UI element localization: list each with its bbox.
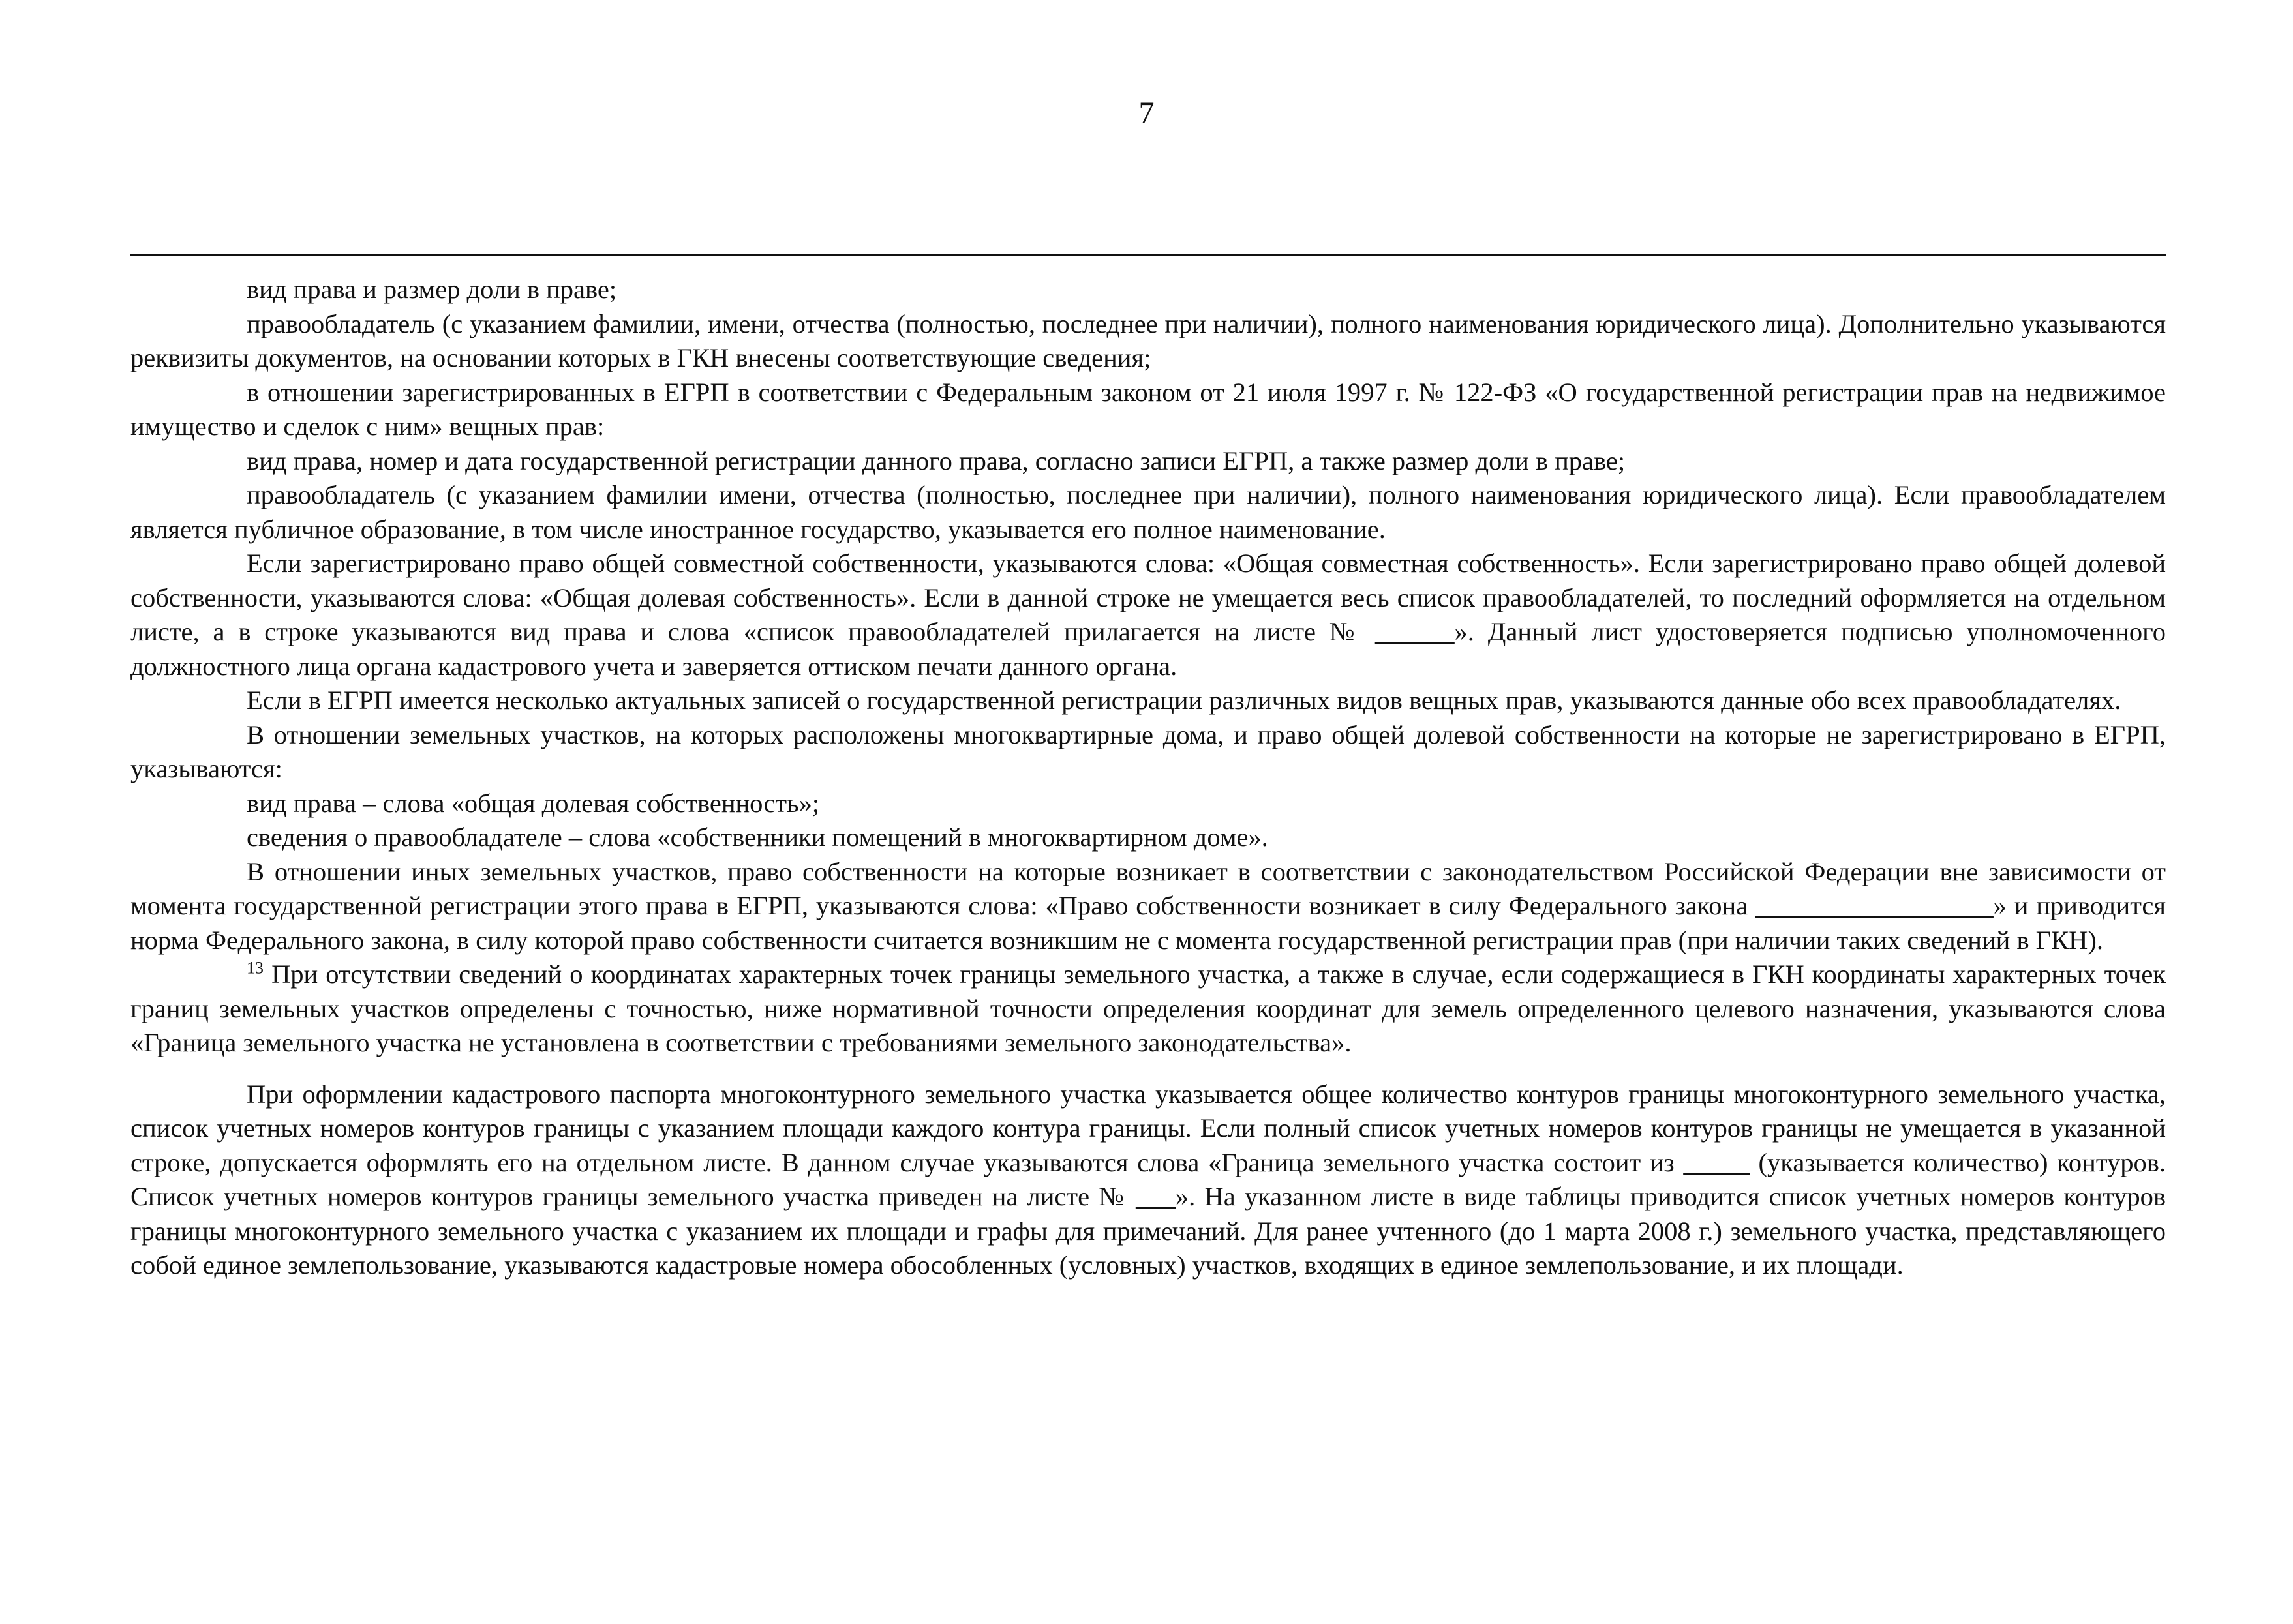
paragraph-other-land-plots: В отношении иных земельных участков, право собственности на которые возникает в соответствии с законодательством Российской Федерации вне зависимости от момента государственной регистрации этого права в ЕГРП, указываются слова: «Право собственности возникает в силу Федерального закона __________________» и приводится норма Федерального закона, в силу которой право собственности считается возникшим не с момента государственной регистрации прав (при наличии таких сведений в ГКН). [130,856,2166,955]
header-rule [130,254,2166,256]
document-body [130,273,2166,1283]
paragraph-holder-info: сведения о правообладателе – слова «собственники помещений в многоквартирном доме». [247,822,1268,852]
paragraph-right-holder-public: правообладатель (с указанием фамилии имени, отчества (полностью, последнее при наличии), полного наименования юридического лица). Если правообладателем является публичное образование, в том числе иностранное государство, указывается его полное наименование. [130,480,2166,544]
paragraph-right-holder: правообладатель (с указанием фамилии, имени, отчества (полностью, последнее при наличии), полного наименования юридического лица). Дополнительно указываются реквизиты документов, на основании которых в ГКН внесены соответствующие сведения; [130,308,2166,372]
paragraph-multiple-records: Если в ЕГРП имеется несколько актуальных записей о государственной регистрации различных видов вещных прав, указываются данные обо всех правообладателях. [247,685,2121,715]
footnote-paragraph [130,957,2166,1060]
paragraph-right-type-share: вид права и размер доли в праве; [247,275,617,304]
paragraph-shared-ownership-words: вид права – слова «общая долевая собственность»; [247,788,820,818]
footnote-marker: 13 [247,958,264,978]
paragraph-apartment-buildings: В отношении земельных участков, на которых расположены многоквартирные дома, и право общей долевой собственности на которые не зарегистрировано в ЕГРП, указываются: [130,719,2166,783]
paragraph-joint-ownership: Если зарегистрировано право общей совместной собственности, указываются слова: «Общая совместная собственность». Если зарегистрировано право общей долевой собственности, указываются слова: «Общая долевая собственность». Если в данной строке не умещается весь список правообладателей, то последний оформляется на отдельном листе, а в строке указываются вид права и слова «список правообладателей прилагается на листе № ______». Данный лист удостоверяется подписью уполномоченного должностного лица органа кадастрового учета и заверяется оттиском печати данного органа. [130,549,2166,681]
paragraph-egrp-registered-rights: в отношении зарегистрированных в ЕГРП в соответствии с Федеральным законом от 21 июля 1997 г. № 122-ФЗ «О государственной регистрации прав на недвижимое имущество и сделок с ним» вещных прав: [130,377,2166,441]
paragraph-multi-contour: При оформлении кадастрового паспорта многоконтурного земельного участка указывается общее количество контуров границы многоконтурного земельного участка, список учетных номеров контуров границы с указанием площади каждого контура границы. Если полный список учетных номеров контуров границы не умещается в указанной строке, допускается оформлять его на отдельном листе. В данном случае указываются слова «Граница земельного участка состоит из _____ (указывается количество) контуров. Список учетных номеров контуров границы земельного участка приведен на листе № ___». На указанном листе в виде таблицы приводится список учетных номеров контуров границы многоконтурного земельного участка с указанием их площади и графы для примечаний. Для ранее учтенного (до 1 марта 2008 г.) земельного участка, представляющего собой единое землепользование, указываются кадастровые номера обособленных (условных) участков, входящих в единое землепользование, и их площади. [130,1079,2166,1280]
footnote-text: При отсутствии сведений о координатах характерных точек границы земельного участка, а также в случае, если содержащиеся в ГКН координаты характерных точек границ земельных участков определены с точностью, ниже нормативной точности определения координат для земель определенного целевого назначения, указываются слова «Граница земельного участка не установлена в соответствии с требованиями земельного законодательства». [130,959,2166,1057]
page-number: 7 [1138,96,1155,130]
paragraph-right-number-date: вид права, номер и дата государственной регистрации данного права, согласно записи ЕГРП, а также размер доли в праве; [247,445,1626,475]
